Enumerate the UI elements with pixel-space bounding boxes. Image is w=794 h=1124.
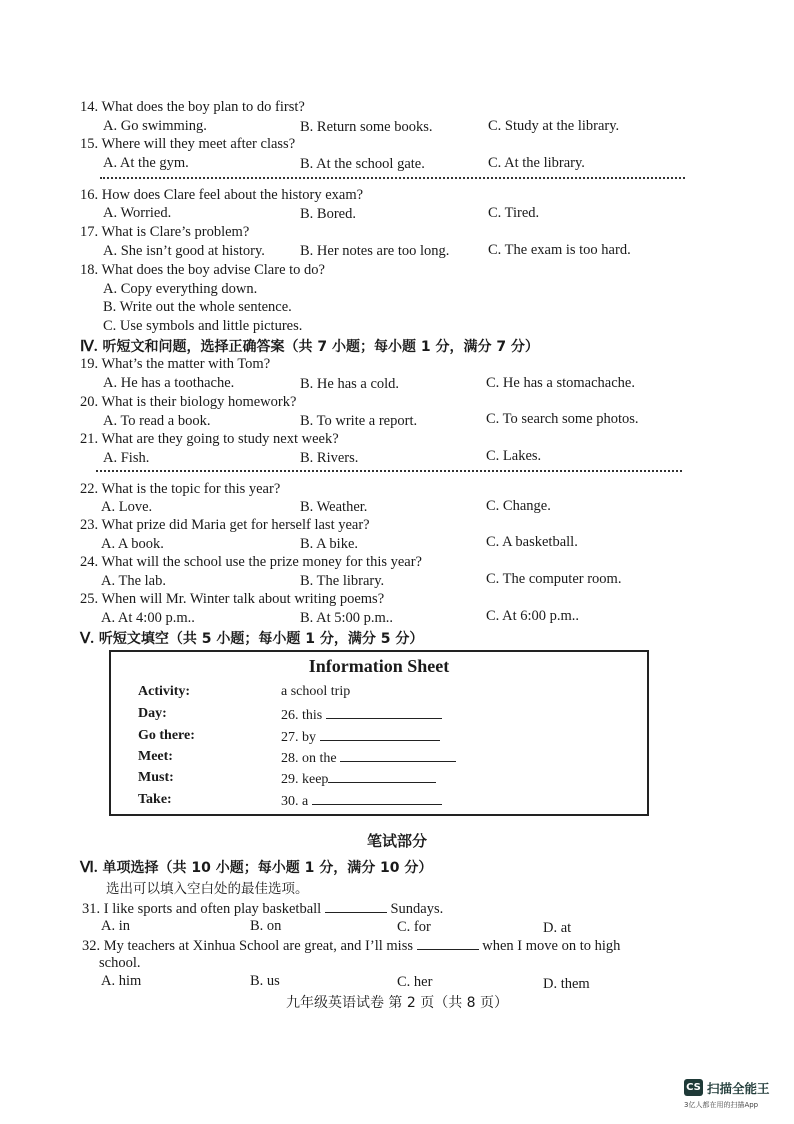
option-c: C. The exam is too hard. [488,242,631,258]
option-b: B. Rivers. [300,450,359,466]
row-label: Take: [138,792,172,807]
question-stem: 19. What’s the matter with Tom? [80,356,271,372]
row-label: Day: [138,706,167,721]
section-heading [80,336,539,356]
section-heading [80,857,432,877]
row-label: Must: [138,770,174,785]
section-heading [80,628,423,648]
option-b: B. He has a cold. [300,376,400,392]
information-sheet [109,650,649,816]
answer-blank[interactable] [326,706,442,719]
answer-blank[interactable] [320,728,440,741]
option-c: C. To search some photos. [486,411,639,427]
row-value-text: 29. keep [281,772,329,787]
option-a: A. The lab. [101,573,166,589]
question-stem: 21. What are they going to study next week? [80,431,339,447]
option-a: A. He has a toothache. [103,375,235,391]
option-b: B. At the school gate. [300,156,425,172]
question-stem: 18. What does the boy advise Clare to do? [80,262,325,278]
option-c: C. A basketball. [486,534,578,550]
row-value [281,770,436,788]
option-c: C. Lakes. [486,448,542,464]
option-a: A. Love. [101,499,153,515]
question-stem: 16. How does Clare feel about the history exam? [80,187,364,203]
row-label: Activity: [138,684,191,699]
page-footer: 九年级英语试卷 第 2 页（共 8 页） [285,995,509,1011]
option-b: B. Return some books. [300,119,433,135]
option-b: B. The library. [300,573,385,589]
option-a: A. Fish. [103,450,150,466]
option-b: B. Bored. [300,206,356,222]
question-stem-line2: school. [99,955,141,971]
option-a: A. Copy everything down. [103,281,258,297]
section-number: Ⅳ. [80,339,98,355]
question-stem [82,937,620,955]
written-part-heading: 笔试部分 [366,832,427,850]
answer-blank[interactable] [325,900,387,913]
question-stem-end: when I move on to high [482,938,621,954]
option-d: D. them [543,976,590,992]
option-b: B. on [250,918,282,934]
answer-blank[interactable] [417,937,479,950]
row-value [281,749,456,767]
answer-blank[interactable] [328,770,436,783]
question-stem: 17. What is Clare’s problem? [80,224,250,240]
answer-blank[interactable] [340,749,456,762]
option-b: B. Weather. [300,499,368,515]
option-d: D. at [543,920,572,936]
question-stem-text: 31. I like sports and often play basketball [82,901,322,917]
section-title: 听短文和问题，选择正确答案（共 7 小题；每小题 1 分，满分 7 分） [102,339,539,355]
scanner-tagline: 3亿人都在用的扫描App [684,1101,759,1109]
option-a: A. At 4:00 p.m.. [101,610,195,626]
section-title: 单项选择（共 10 小题；每小题 1 分，满分 10 分） [102,860,433,876]
section-number: Ⅴ. [80,631,95,647]
option-c: C. At 6:00 p.m.. [486,608,580,624]
row-value-text: 28. on the [281,751,337,766]
option-c: C. for [397,919,431,935]
option-a: A. To read a book. [103,413,211,429]
option-a: A. Worried. [103,205,172,221]
option-a: A. She isn’t good at history. [103,243,265,259]
option-c: C. Use symbols and little pictures. [103,318,303,334]
question-stem: 15. Where will they meet after class? [80,136,296,152]
row-value-text: 26. this [281,708,323,723]
option-b: B. us [250,973,280,989]
row-label: Go there: [138,728,195,743]
information-sheet-title: Information Sheet [308,656,450,676]
scanner-app-name: 扫描全能王 [707,1081,770,1096]
question-stem-text: 32. My teachers at Xinhua School are great, and I’ll miss [82,938,413,954]
option-c: C. He has a stomachache. [486,375,635,391]
row-value-text: a school trip [281,684,351,699]
question-stem [82,900,443,918]
section-number: Ⅵ. [80,860,98,876]
row-value [281,706,442,724]
question-stem: 24. What will the school use the prize money for this year? [80,554,422,570]
option-c: C. The computer room. [486,571,622,587]
option-a: A. At the gym. [103,155,189,171]
cs-logo-icon: CS [684,1079,703,1096]
answer-blank[interactable] [312,792,442,805]
option-c: C. At the library. [488,155,585,171]
question-stem: 25. When will Mr. Winter talk about writing poems? [80,591,385,607]
option-c: C. Study at the library. [488,118,620,134]
option-b: B. Her notes are too long. [300,243,450,259]
option-b: B. At 5:00 p.m.. [300,610,394,626]
option-a: A. Go swimming. [103,118,207,134]
option-c: C. her [397,974,433,990]
dotted-divider [100,177,685,179]
question-stem: 22. What is the topic for this year? [80,481,281,497]
option-a: A. in [101,918,130,934]
row-label: Meet: [138,749,173,764]
dotted-divider [96,470,682,472]
question-stem: 23. What prize did Maria get for herself last year? [80,517,370,533]
option-b: B. Write out the whole sentence. [103,299,292,315]
option-a: A. A book. [101,536,164,552]
row-value-text: 27. by [281,730,316,745]
row-value-text: 30. a [281,794,309,809]
option-c: C. Change. [486,498,551,514]
row-value [281,792,442,810]
question-stem: 14. What does the boy plan to do first? [80,99,305,115]
option-c: C. Tired. [488,205,540,221]
question-stem-end: Sundays. [390,901,444,917]
question-stem: 20. What is their biology homework? [80,394,297,410]
section-title: 听短文填空（共 5 小题；每小题 1 分，满分 5 分） [98,631,424,647]
row-value [281,728,440,746]
option-b: B. To write a report. [300,413,418,429]
section-instruction: 选出可以填入空白处的最佳选项。 [106,881,309,897]
row-value [281,684,350,700]
option-b: B. A bike. [300,536,359,552]
option-a: A. him [101,973,142,989]
